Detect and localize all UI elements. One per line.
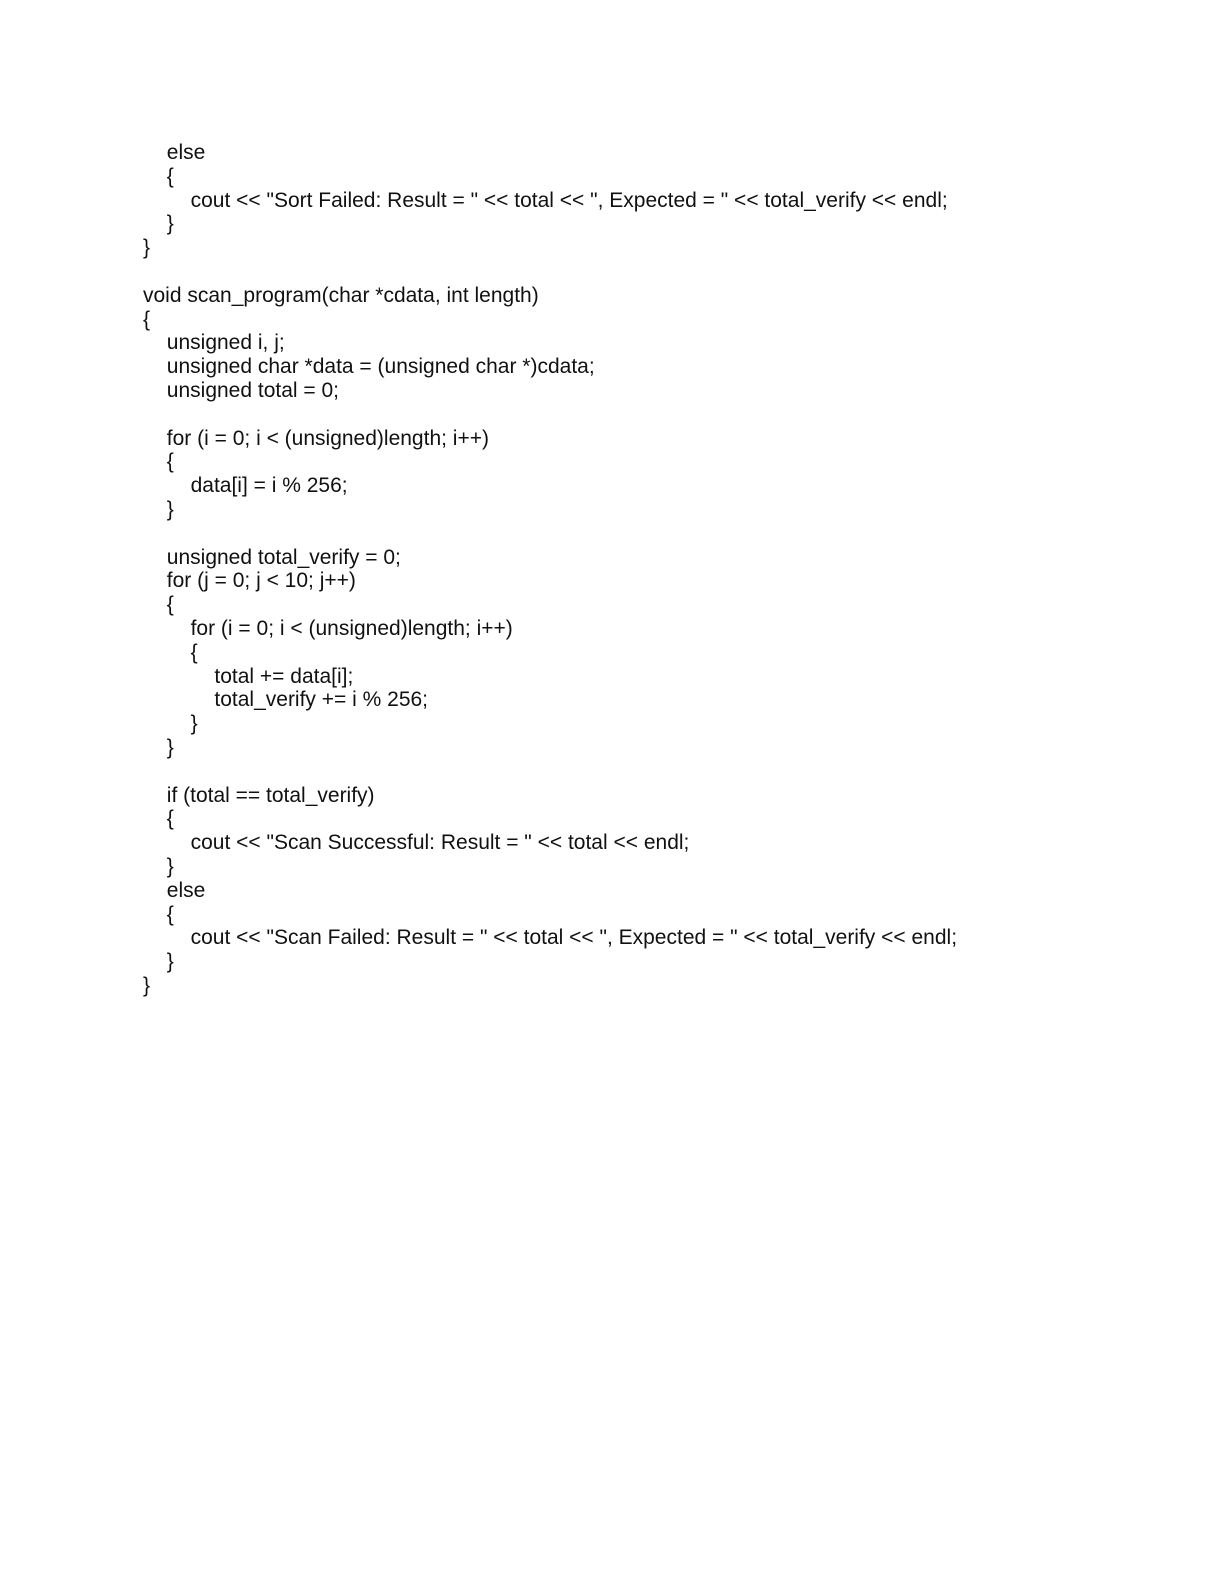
code-line: { xyxy=(143,307,151,331)
code-line: for (j = 0; j < 10; j++) xyxy=(166,569,356,593)
blank-line xyxy=(143,260,1143,284)
code-line: else xyxy=(166,141,206,164)
code-line: } xyxy=(166,497,174,521)
code-line: else xyxy=(166,878,206,902)
code-line: cout << "Scan Successful: Result = " << total << endl; xyxy=(190,831,690,855)
blank-line xyxy=(143,403,1143,427)
code-line: { xyxy=(166,902,174,926)
code-line: unsigned total = 0; xyxy=(166,378,340,402)
code-line: if (total == total_verify) xyxy=(166,783,375,807)
code-line: { xyxy=(166,807,174,831)
code-line: } xyxy=(166,212,174,236)
code-line: for (i = 0; i < (unsigned)length; i++) xyxy=(166,426,489,450)
code-line: } xyxy=(190,712,198,736)
code-line: } xyxy=(166,854,174,878)
code-line: unsigned char *data = (unsigned char *)cdata; xyxy=(166,355,595,379)
code-line: { xyxy=(166,164,174,188)
code-line: cout << "Sort Failed: Result = " << total << ", Expected = " << total_verify << endl; xyxy=(190,188,948,212)
code-line: } xyxy=(143,973,151,997)
code-line: } xyxy=(143,236,151,260)
code-line: for (i = 0; i < (unsigned)length; i++) xyxy=(190,616,513,640)
code-line: total += data[i]; xyxy=(214,664,354,688)
code-line: void scan_program(char *cdata, int length) xyxy=(143,283,539,307)
code-line: total_verify += i % 256; xyxy=(214,688,429,712)
code-line: data[i] = i % 256; xyxy=(190,474,348,498)
code-line: { xyxy=(166,450,174,474)
blank-line xyxy=(143,522,1143,546)
blank-line xyxy=(143,760,1143,784)
code-line: cout << "Scan Failed: Result = " << total << ", Expected = " << total_verify << endl; xyxy=(190,926,958,950)
code-line: { xyxy=(190,640,198,664)
code-line: { xyxy=(166,593,174,617)
code-line: } xyxy=(166,735,174,759)
code-line: unsigned i, j; xyxy=(166,331,285,355)
code-listing xyxy=(143,141,1143,998)
code-line: } xyxy=(166,950,174,974)
code-line: unsigned total_verify = 0; xyxy=(166,545,401,569)
